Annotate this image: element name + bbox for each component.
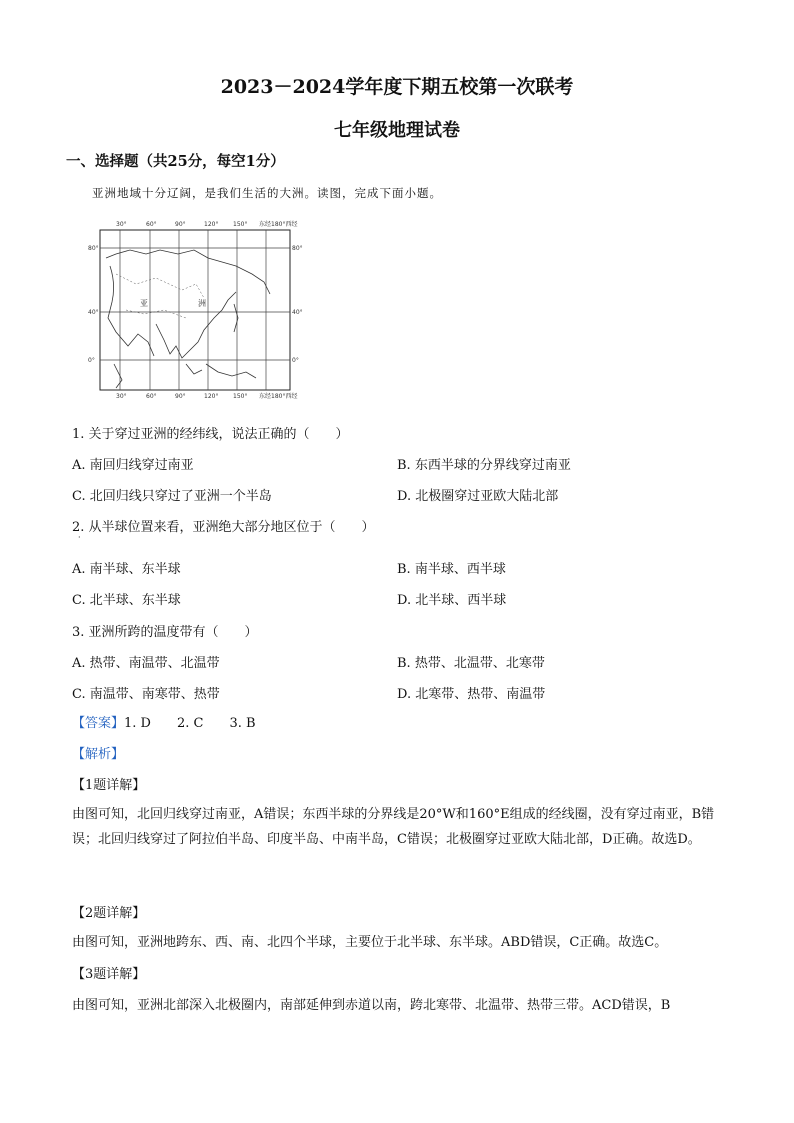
map-right-labels [292, 245, 303, 364]
detail-1-text: 由图可知，北回归线穿过南亚，A错误；东西半球的分界线是20°W和160°E组成的经线圈，没有穿过南亚，B错误；北回归线穿过了阿拉伯半岛、印度半岛、中南半岛，C错误；北极圈穿过亚欧大陆北部，D正确。故选D。 [72, 807, 715, 847]
map-region-label-1: 亚 [140, 299, 148, 308]
detail-3-text: 由图可知，亚洲北部深入北极圈内，南部延伸到赤道以南，跨北寒带、北温带、热带三带。ACD错误，B [72, 998, 671, 1013]
question-2-option-d[interactable]: D. 北半球、西半球 [397, 593, 507, 608]
map-right-label: 40° [292, 309, 303, 316]
question-1-option-c[interactable]: C. 北回归线只穿过了亚洲一个半岛 [72, 489, 272, 504]
stray-dot: · [78, 533, 81, 542]
detail-2-heading: 【2题详解】 [72, 906, 146, 921]
question-1-option-b[interactable]: B. 东西半球的分界线穿过南亚 [397, 458, 571, 473]
section-heading: 一、选择题（共25分，每空1分） [66, 153, 285, 170]
map-frame [100, 230, 290, 390]
map-right-label: 80° [292, 245, 303, 252]
question-2-stem: 2. 从半球位置来看，亚洲绝大部分地区位于（ ） [72, 520, 375, 535]
answer-label: 【答案】 [72, 716, 125, 731]
map-left-labels [88, 245, 99, 364]
map-top-label: 东经180°西经 [259, 221, 298, 228]
exam-subtitle: 七年级地理试卷 [334, 120, 460, 141]
analysis-label: 【解析】 [72, 747, 125, 762]
detail-1-heading: 【1题详解】 [72, 778, 146, 793]
map-top-label: 30° [116, 221, 127, 228]
detail-2-text: 由图可知，亚洲地跨东、西、南、北四个半球，主要位于北半球、东半球。ABD错误，C正确。故选C。 [72, 935, 668, 950]
asia-map [86, 214, 303, 402]
map-left-label: 40° [88, 309, 99, 316]
intro-text: 亚洲地域十分辽阔，是我们生活的大洲。读图，完成下面小题。 [92, 186, 442, 200]
question-2-option-c[interactable]: C. 北半球、东半球 [72, 593, 181, 608]
map-bottom-label: 30° [116, 393, 127, 400]
detail-3-heading: 【3题详解】 [72, 967, 146, 982]
question-1-option-d[interactable]: D. 北极圈穿过亚欧大陆北部 [397, 489, 559, 504]
map-graticule [100, 230, 290, 390]
question-1-option-a[interactable]: A. 南回归线穿过南亚 [72, 458, 194, 473]
coastline [106, 250, 270, 388]
map-bottom-label: 60° [146, 393, 157, 400]
map-top-label: 60° [146, 221, 157, 228]
answer-values: 1. D 2. C 3. B [124, 716, 256, 731]
map-top-label: 150° [233, 221, 248, 228]
question-2-option-b[interactable]: B. 南半球、西半球 [397, 562, 506, 577]
question-2-option-a[interactable]: A. 南半球、东半球 [72, 562, 181, 577]
question-1-stem: 1. 关于穿过亚洲的经纬线，说法正确的（ ） [72, 427, 349, 442]
map-bottom-label: 东经180°西经 [259, 393, 298, 400]
map-right-label: 0° [292, 357, 299, 364]
map-bottom-labels [116, 392, 297, 400]
map-region-label-2: 洲 [198, 299, 206, 308]
answer-line [72, 712, 256, 731]
map-left-label: 80° [88, 245, 99, 252]
map-top-labels [116, 220, 297, 228]
question-3-option-a[interactable]: A. 热带、南温带、北温带 [72, 656, 220, 671]
question-3-option-d[interactable]: D. 北寒带、热带、南温带 [397, 687, 546, 702]
map-bottom-label: 90° [175, 393, 186, 400]
question-3-option-c[interactable]: C. 南温带、南寒带、热带 [72, 687, 220, 702]
map-top-label: 90° [175, 221, 186, 228]
map-bottom-label: 150° [233, 393, 248, 400]
map-bottom-label: 120° [204, 393, 219, 400]
map-left-label: 0° [88, 357, 95, 364]
exam-title: 2023－2024学年度下期五校第一次联考 [220, 76, 574, 98]
map-top-label: 120° [204, 221, 219, 228]
question-3-stem: 3. 亚洲所跨的温度带有（ ） [72, 625, 258, 640]
border-lines [116, 274, 204, 318]
question-3-option-b[interactable]: B. 热带、北温带、北寒带 [397, 656, 545, 671]
